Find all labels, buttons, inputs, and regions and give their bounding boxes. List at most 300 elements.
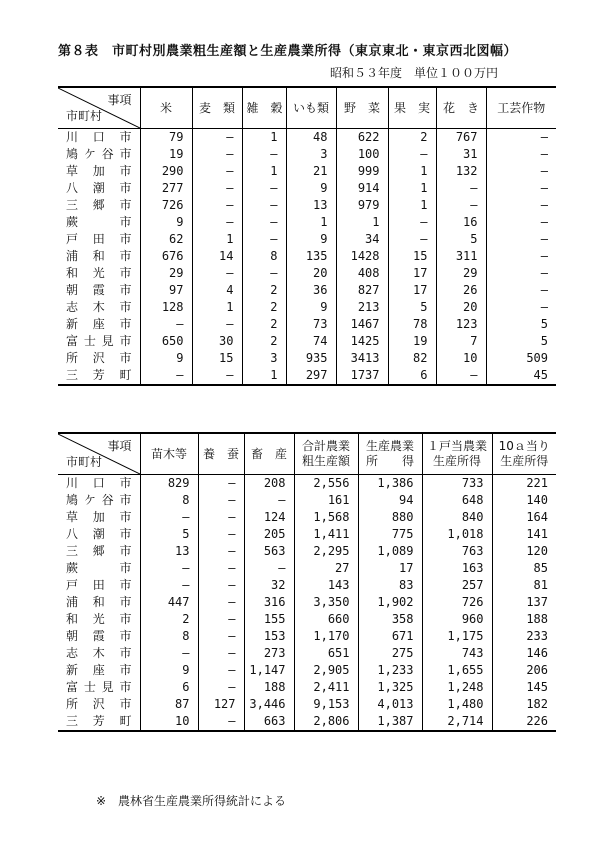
table-cell: — — [388, 146, 436, 163]
corner-header — [58, 433, 140, 475]
table-cell: 48 — [286, 129, 336, 147]
table-cell: 1,568 — [294, 509, 358, 526]
table-cell: 9 — [286, 180, 336, 197]
municipality-name: 三芳町 — [66, 714, 132, 728]
table-cell: 94 — [358, 492, 422, 509]
table-cell: 1,325 — [358, 679, 422, 696]
table-cell: 15 — [192, 350, 242, 367]
table-cell: 775 — [358, 526, 422, 543]
table-cell: 671 — [358, 628, 422, 645]
table-cell: — — [436, 197, 486, 214]
table-cell: 563 — [244, 543, 294, 560]
table-cell: 132 — [436, 163, 486, 180]
table-cell: 660 — [294, 611, 358, 628]
table-cell: 3 — [242, 350, 286, 367]
table-cell: — — [486, 231, 556, 248]
table-cell: — — [486, 129, 556, 147]
municipality-name: 朝霞市 — [66, 629, 132, 643]
table-cell: — — [198, 492, 244, 509]
table-cell: 141 — [492, 526, 556, 543]
table-cell: 120 — [492, 543, 556, 560]
table-cell: — — [192, 180, 242, 197]
table-cell: 2,411 — [294, 679, 358, 696]
table-cell: 979 — [336, 197, 388, 214]
table-cell: 21 — [286, 163, 336, 180]
table-row — [58, 628, 556, 645]
corner-bottom-label: 市町村 — [66, 455, 103, 469]
table-row — [58, 509, 556, 526]
table-cell: — — [242, 146, 286, 163]
column-header-line1: 10ａ当り — [498, 439, 550, 453]
unit-label: 昭和５３年度 単位１００万円 — [330, 66, 499, 80]
table-row — [58, 265, 556, 282]
table-cell: 1 — [336, 214, 388, 231]
table-cell: 5 — [388, 299, 436, 316]
table-cell: 81 — [492, 577, 556, 594]
table-cell: 14 — [192, 248, 242, 265]
table-cell: 17 — [388, 282, 436, 299]
table-cell: — — [388, 231, 436, 248]
municipality-name: 富士見市 — [66, 334, 132, 348]
table-row — [58, 350, 556, 367]
table-cell: — — [198, 577, 244, 594]
corner-header — [58, 87, 140, 129]
table-row — [58, 679, 556, 696]
table-cell: 2 — [242, 282, 286, 299]
column-header-line1: 苗木等 — [150, 446, 187, 461]
column-header: 花 き — [436, 87, 486, 129]
table-title: 第８表 市町村別農業粗生産額と生産農業所得（東京東北・東京西北図幅） — [58, 44, 518, 59]
table-cell: 8 — [140, 628, 198, 645]
table-cell: 205 — [244, 526, 294, 543]
column-header — [198, 433, 244, 475]
table-cell: — — [486, 248, 556, 265]
table-cell: — — [140, 316, 192, 333]
table-cell: 960 — [422, 611, 492, 628]
table-cell: 733 — [422, 475, 492, 493]
column-header-line2: 所 得 — [365, 454, 414, 468]
table-row — [58, 367, 556, 385]
table-row — [58, 696, 556, 713]
table-cell: — — [198, 560, 244, 577]
table-cell: 9 — [286, 299, 336, 316]
column-header-line1: 生産農業 — [365, 439, 414, 453]
table-cell: — — [388, 214, 436, 231]
table-cell: — — [198, 628, 244, 645]
table-row — [58, 231, 556, 248]
table-cell: 164 — [492, 509, 556, 526]
table-cell: 36 — [286, 282, 336, 299]
table-cell: — — [242, 214, 286, 231]
table-row — [58, 645, 556, 662]
table-cell: 29 — [140, 265, 192, 282]
table-cell: 1,248 — [422, 679, 492, 696]
table-cell: 2,556 — [294, 475, 358, 493]
table-cell: 213 — [336, 299, 388, 316]
column-header — [358, 433, 422, 475]
table-cell: 1,480 — [422, 696, 492, 713]
table-cell: 20 — [436, 299, 486, 316]
corner-top-label: 事項 — [107, 439, 132, 453]
table-cell: — — [192, 197, 242, 214]
municipality-name: 川口市 — [66, 130, 132, 144]
table-cell: 2,806 — [294, 713, 358, 731]
municipality-name: 蕨市 — [66, 561, 132, 575]
table-cell: 4,013 — [358, 696, 422, 713]
table-cell: — — [242, 197, 286, 214]
table-cell: 27 — [294, 560, 358, 577]
municipality-name: 富士見市 — [66, 680, 132, 694]
table-cell: 1467 — [336, 316, 388, 333]
table-cell: 137 — [492, 594, 556, 611]
table-cell: 663 — [244, 713, 294, 731]
column-header-line1: １戸当農業 — [426, 439, 487, 453]
table-cell: 1 — [242, 129, 286, 147]
table-cell: 13 — [140, 543, 198, 560]
municipality-name: 三郷市 — [66, 198, 132, 212]
table-cell: 509 — [486, 350, 556, 367]
table-row — [58, 543, 556, 560]
table-cell: — — [198, 509, 244, 526]
table-cell: 1,018 — [422, 526, 492, 543]
table-cell: — — [198, 543, 244, 560]
column-header — [140, 433, 198, 475]
table-cell: — — [192, 146, 242, 163]
table-cell: 840 — [422, 509, 492, 526]
table-cell: 1 — [242, 367, 286, 385]
municipality-name: 朝霞市 — [66, 283, 132, 297]
table-cell: 2,714 — [422, 713, 492, 731]
table-cell: 1,386 — [358, 475, 422, 493]
table-row — [58, 129, 556, 147]
municipality-name: 草加市 — [66, 510, 132, 524]
municipality-name: 所沢市 — [66, 697, 132, 711]
municipality-name: 和光市 — [66, 612, 132, 626]
table-cell: 648 — [422, 492, 492, 509]
table-cell: 767 — [436, 129, 486, 147]
column-header-line2: 生産所得 — [432, 454, 481, 468]
table-cell: — — [140, 645, 198, 662]
table-cell: — — [192, 265, 242, 282]
table-cell: 763 — [422, 543, 492, 560]
table-cell: 290 — [140, 163, 192, 180]
column-header — [422, 433, 492, 475]
table-cell: — — [198, 475, 244, 493]
table-cell: 20 — [286, 265, 336, 282]
table-cell: 9 — [286, 231, 336, 248]
table-cell: — — [486, 146, 556, 163]
table-cell: 143 — [294, 577, 358, 594]
table-cell: 650 — [140, 333, 192, 350]
table-cell: 74 — [286, 333, 336, 350]
table-cell: 1,902 — [358, 594, 422, 611]
table-cell: 5 — [486, 316, 556, 333]
table-cell: 358 — [358, 611, 422, 628]
table-cell: 2 — [242, 333, 286, 350]
table-cell: 257 — [422, 577, 492, 594]
table-cell: 1 — [192, 299, 242, 316]
table-row — [58, 180, 556, 197]
column-header-line1: 養 蚕 — [202, 446, 239, 461]
table-row — [58, 492, 556, 509]
table-cell: 29 — [436, 265, 486, 282]
table-row — [58, 560, 556, 577]
table-cell: — — [436, 180, 486, 197]
table-cell: 6 — [388, 367, 436, 385]
table-cell: 726 — [140, 197, 192, 214]
municipality-name: 草加市 — [66, 164, 132, 178]
table-cell: — — [198, 594, 244, 611]
table-cell: — — [486, 282, 556, 299]
table-cell: 5 — [486, 333, 556, 350]
table-cell: 19 — [140, 146, 192, 163]
table-cell: 935 — [286, 350, 336, 367]
table-cell: 128 — [140, 299, 192, 316]
table-cell: 311 — [436, 248, 486, 265]
table-cell: 2 — [388, 129, 436, 147]
table-cell: 8 — [140, 492, 198, 509]
table-cell: — — [192, 214, 242, 231]
municipality-name: 八潮市 — [66, 181, 132, 195]
municipality-name: 新座市 — [66, 317, 132, 331]
table-cell: 1 — [242, 163, 286, 180]
table-cell: — — [242, 180, 286, 197]
table-cell: 79 — [140, 129, 192, 147]
table-cell: 1,655 — [422, 662, 492, 679]
table-row — [58, 163, 556, 180]
table-cell: 1,147 — [244, 662, 294, 679]
table-row — [58, 333, 556, 350]
column-header: 麦 類 — [192, 87, 242, 129]
table-cell: 273 — [244, 645, 294, 662]
table-cell: 408 — [336, 265, 388, 282]
table-cell: 2 — [242, 316, 286, 333]
table-cell: 4 — [192, 282, 242, 299]
table-cell: 1425 — [336, 333, 388, 350]
table-cell: 8 — [242, 248, 286, 265]
table-cell: 829 — [140, 475, 198, 493]
table-cell: 7 — [436, 333, 486, 350]
table-cell: 140 — [492, 492, 556, 509]
table-cell: 82 — [388, 350, 436, 367]
table-cell: — — [192, 316, 242, 333]
municipality-name: 蕨市 — [66, 215, 132, 229]
table-cell: 3413 — [336, 350, 388, 367]
table-cell: 127 — [198, 696, 244, 713]
table-cell: 827 — [336, 282, 388, 299]
municipality-name: 戸田市 — [66, 232, 132, 246]
table-cell: 73 — [286, 316, 336, 333]
table-cell: 1,089 — [358, 543, 422, 560]
table-cell: 32 — [244, 577, 294, 594]
column-header: 工芸作物 — [486, 87, 556, 129]
table-cell: 9 — [140, 350, 192, 367]
municipality-name: 新座市 — [66, 663, 132, 677]
table-cell: 135 — [286, 248, 336, 265]
table-cell: 651 — [294, 645, 358, 662]
table-cell: 676 — [140, 248, 192, 265]
column-header — [244, 433, 294, 475]
municipality-name: 三芳町 — [66, 368, 132, 382]
table-row — [58, 214, 556, 231]
table-cell: 85 — [492, 560, 556, 577]
table-cell: 9 — [140, 214, 192, 231]
table-cell: 5 — [140, 526, 198, 543]
table-cell: 208 — [244, 475, 294, 493]
table-cell: 9 — [140, 662, 198, 679]
column-header: 米 — [140, 87, 192, 129]
table-row — [58, 197, 556, 214]
municipality-name: 鳩ケ谷市 — [66, 493, 132, 507]
table-cell: — — [198, 645, 244, 662]
municipality-name: 所沢市 — [66, 351, 132, 365]
table-cell: — — [436, 367, 486, 385]
table-cell: — — [486, 180, 556, 197]
table-cell: 1 — [388, 197, 436, 214]
table-cell: 999 — [336, 163, 388, 180]
table-cell: 3 — [286, 146, 336, 163]
table-cell: — — [198, 611, 244, 628]
table-row — [58, 577, 556, 594]
column-header-line1: 畜 産 — [250, 446, 287, 461]
corner-top-label: 事項 — [107, 93, 132, 107]
table-cell: 10 — [140, 713, 198, 731]
table-cell: — — [198, 679, 244, 696]
table-cell: 123 — [436, 316, 486, 333]
table-cell: 188 — [492, 611, 556, 628]
table-cell: — — [242, 231, 286, 248]
municipality-name: 浦和市 — [66, 249, 132, 263]
table-cell: 1,411 — [294, 526, 358, 543]
table-cell: — — [486, 299, 556, 316]
table-cell: 31 — [436, 146, 486, 163]
table-cell: 1 — [286, 214, 336, 231]
table-cell: 1 — [192, 231, 242, 248]
source-note: ※ 農林省生産農業所得統計による — [96, 794, 287, 808]
table-cell: — — [486, 197, 556, 214]
column-header — [294, 433, 358, 475]
table-cell: — — [198, 662, 244, 679]
table-cell: 97 — [140, 282, 192, 299]
table-cell: 1428 — [336, 248, 388, 265]
table-cell: — — [140, 367, 192, 385]
table-cell: 62 — [140, 231, 192, 248]
table-cell: — — [198, 713, 244, 731]
table-cell: 13 — [286, 197, 336, 214]
table-cell: 277 — [140, 180, 192, 197]
table-cell: 914 — [336, 180, 388, 197]
table-row — [58, 662, 556, 679]
table-cell: 297 — [286, 367, 336, 385]
table-cell: 275 — [358, 645, 422, 662]
table-cell: 163 — [422, 560, 492, 577]
table-cell: — — [192, 129, 242, 147]
table-cell: 447 — [140, 594, 198, 611]
municipality-name: 鳩ケ谷市 — [66, 147, 132, 161]
table-row — [58, 526, 556, 543]
column-header — [492, 433, 556, 475]
column-header: いも類 — [286, 87, 336, 129]
income-table — [58, 432, 556, 732]
table-cell: 9,153 — [294, 696, 358, 713]
municipality-name: 川口市 — [66, 476, 132, 490]
table-cell: — — [140, 577, 198, 594]
table-cell: — — [244, 492, 294, 509]
table-cell: 188 — [244, 679, 294, 696]
table-row — [58, 475, 556, 493]
table-cell: — — [244, 560, 294, 577]
production-table — [58, 86, 556, 386]
table-row — [58, 146, 556, 163]
corner-bottom-label: 市町村 — [66, 109, 103, 123]
table-cell: 153 — [244, 628, 294, 645]
table-row — [58, 611, 556, 628]
table-cell: 100 — [336, 146, 388, 163]
table-cell: 206 — [492, 662, 556, 679]
table-cell: 87 — [140, 696, 198, 713]
table-cell: 2,295 — [294, 543, 358, 560]
table-cell: 45 — [486, 367, 556, 385]
column-header-line1: 合計農業 — [301, 439, 350, 453]
table-cell: 10 — [436, 350, 486, 367]
municipality-name: 和光市 — [66, 266, 132, 280]
municipality-name: 戸田市 — [66, 578, 132, 592]
table-cell: — — [192, 163, 242, 180]
table-row — [58, 713, 556, 731]
table-cell: 726 — [422, 594, 492, 611]
table-cell: 221 — [492, 475, 556, 493]
table-cell: — — [198, 526, 244, 543]
municipality-name: 志木市 — [66, 646, 132, 660]
table-cell: — — [242, 265, 286, 282]
table-cell: 124 — [244, 509, 294, 526]
table-cell: 2 — [140, 611, 198, 628]
municipality-name: 浦和市 — [66, 595, 132, 609]
municipality-name: 志木市 — [66, 300, 132, 314]
table-cell: 6 — [140, 679, 198, 696]
table-cell: 155 — [244, 611, 294, 628]
table-cell: 1,175 — [422, 628, 492, 645]
table-row — [58, 594, 556, 611]
table-cell: 30 — [192, 333, 242, 350]
column-header-line2: 生産所得 — [500, 454, 549, 468]
table-cell: — — [486, 163, 556, 180]
table-cell: 2 — [242, 299, 286, 316]
table-cell: 78 — [388, 316, 436, 333]
table-cell: — — [140, 509, 198, 526]
table-cell: — — [486, 265, 556, 282]
table-cell: 743 — [422, 645, 492, 662]
table-cell: 145 — [492, 679, 556, 696]
table-cell: — — [486, 214, 556, 231]
table-cell: 1,170 — [294, 628, 358, 645]
table-cell: 83 — [358, 577, 422, 594]
table-cell: 26 — [436, 282, 486, 299]
table-cell: 233 — [492, 628, 556, 645]
table-cell: 1,233 — [358, 662, 422, 679]
table-cell: 3,446 — [244, 696, 294, 713]
table-cell: 34 — [336, 231, 388, 248]
table-cell: 3,350 — [294, 594, 358, 611]
table-cell: 17 — [388, 265, 436, 282]
table-cell: — — [140, 560, 198, 577]
table-cell: 182 — [492, 696, 556, 713]
table-cell: 880 — [358, 509, 422, 526]
table-cell: 16 — [436, 214, 486, 231]
table-cell: 1 — [388, 163, 436, 180]
table-cell: 19 — [388, 333, 436, 350]
table-cell: 226 — [492, 713, 556, 731]
